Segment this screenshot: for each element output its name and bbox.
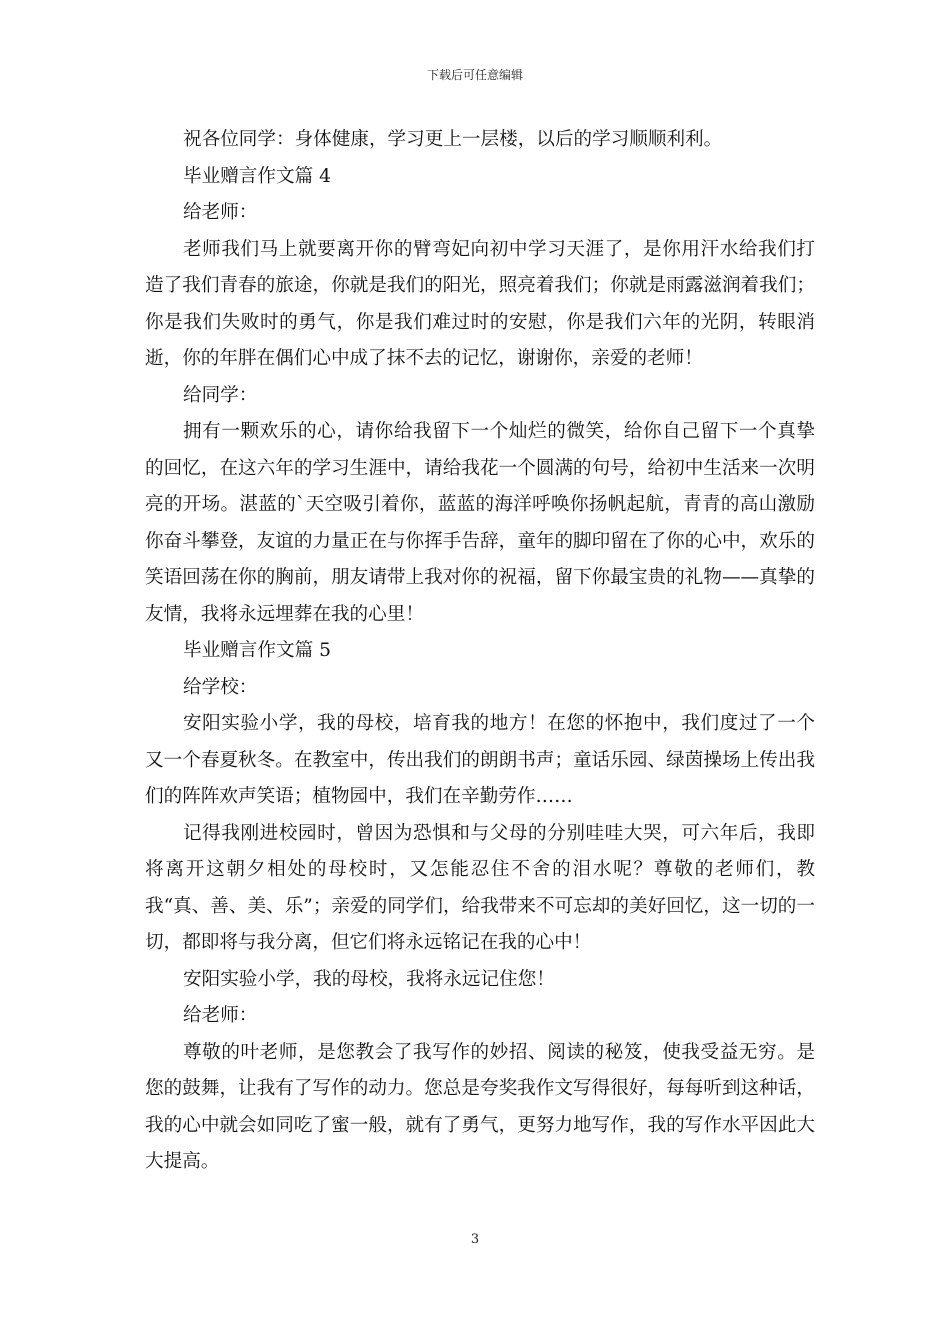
paragraph: 安阳实验小学，我的母校，培育我的地方！在您的怀抱中，我们度过了一个又一个春夏秋冬。在教室中，传出我们的朗朗书声；童话乐园、绿茵操场上传出我们的阵阵欢声笑语；植物园中，我们在辛勤劳作…… xyxy=(145,713,815,807)
paragraph: 安阳实验小学，我的母校，我将永远记住您！ xyxy=(183,968,555,990)
recipient-label: 给老师： xyxy=(183,1005,258,1026)
recipient-label: 给老师： xyxy=(183,202,258,223)
paragraph: 记得我刚进校园时，曾因为恐惧和与父母的分别哇哇大哭，可六年后，我即将离开这朝夕相处的母校时，又怎能忍住不舍的泪水呢？尊敬的老师们，教我“真、善、美、乐”；亲爱的同学们，给我带来不可忘却的美好回忆，这一切的一切，都即将与我分离，但它们将永远铭记在我的心中！ xyxy=(145,822,815,953)
paragraph: 老师我们马上就要离开你的臂弯妃向初中学习天涯了，是你用汗水给我们打造了我们青春的旅途，你就是我们的阳光，照亮着我们；你就是雨露滋润着我们；你是我们失败时的勇气，你是我们难过时的安慰，你是我们六年的光阴，转眼消逝，你的年胖在偶们心中成了抹不去的记忆，谢谢你，亲爱的老师！ xyxy=(145,238,815,369)
section-heading: 毕业赠言作文篇 4 xyxy=(183,165,331,187)
page-header: 下载后可任意编辑 xyxy=(426,68,523,82)
paragraph: 祝各位同学：身体健康，学习更上一层楼，以后的学习顺顺利利。 xyxy=(183,129,723,150)
recipient-label: 给同学： xyxy=(183,384,258,406)
document-body xyxy=(145,122,815,1181)
page-number: 3 xyxy=(470,1232,480,1247)
paragraph: 尊敬的叶老师，是您教会了我写作的妙招、阅读的秘笈，使我受益无穷。是您的鼓舞，让我有了写作的动力。您总是夸奖我作文写得很好，每每听到这种话，我的心中就会如同吃了蜜一般，就有了勇气，更努力地写作，我的写作水平因此大大提高。 xyxy=(145,1041,815,1172)
paragraph: 拥有一颗欢乐的心，请你给我留下一个灿烂的微笑，给你自己留下一个真挚的回忆，在这六年的学习生涯中，请给我花一个圆满的句号，给初中生活来一次明亮的开场。湛蓝的`天空吸引着你，蓝蓝的海洋呼唤你扬帆起航，青青的高山激励你奋斗攀登，友谊的力量正在与你挥手告辞，童年的脚印留在了你的心中，欢乐的笑语回荡在你的胸前，朋友请带上我对你的祝福，留下你最宝贵的礼物——真挚的友情，我将永远埋葬在我的心里！ xyxy=(145,421,815,625)
section-heading: 毕业赠言作文篇 5 xyxy=(183,640,331,661)
recipient-label: 给学校： xyxy=(183,676,258,698)
